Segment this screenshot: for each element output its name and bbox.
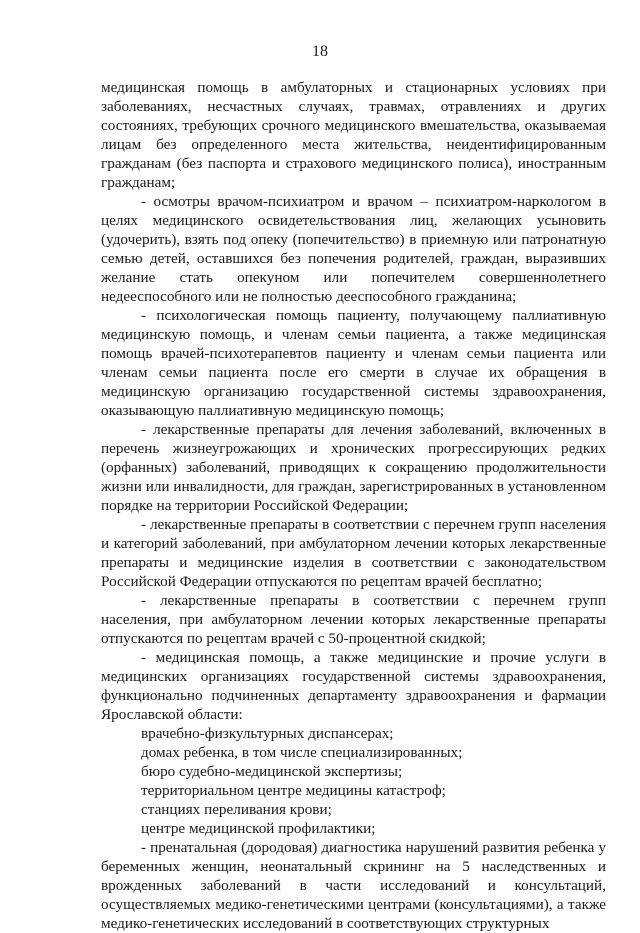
paragraph-orphan-drugs: - лекарственные препараты для лечения заболеваний, включенных в перечень жизнеугрожающих и хронических прогрессирующих редких (орфанных) заболеваний, приводящих к сокращению продолжительности жизни или инвалидности, для граждан, зарегистрированных в установленном порядке на территории Российской Федерации; xyxy=(101,421,606,514)
document-body xyxy=(101,78,606,933)
page-number: 18 xyxy=(312,43,328,60)
paragraph-psychological-help: - психологическая помощь пациенту, получающему паллиативную медицинскую помощь, и членам семьи пациента, а также медицинская помощь врачей-психотерапевтов пациенту и членам семьи пациента или членам семьи пациента после его смерти в случае их обращения в медицинскую организацию государственной системы здравоохранения, оказывающую паллиативную медицинскую помощь; xyxy=(101,307,606,419)
paragraph-emergency-care: медицинская помощь в амбулаторных и стационарных условиях при заболеваниях, несчастных случаях, травмах, отравлениях и других состояниях, требующих срочного медицинского вмешательства, оказываемая лицам без определенного места жительства, неидентифицированным гражданам (без паспорта и страхового медицинского полиса), иностранным гражданам; xyxy=(101,79,606,191)
paragraph-free-drugs: - лекарственные препараты в соответствии с перечнем групп населения и категорий заболеваний, при амбулаторном лечении которых лекарственные препараты и медицинские изделия в соответствии с законодательством Российской Федерации отпускаются по рецептам врачей бесплатно; xyxy=(101,516,606,590)
paragraph-prenatal-diagnostics: - пренатальная (дородовая) диагностика нарушений развития ребенка у беременных женщин, неонатальный скрининг на 5 наследственных и врожденных заболеваний в части исследований и консультаций, осуществляемых медико-генетическими центрами (консультациями), а также медико-генетических исследований в соответствующих структурных xyxy=(101,839,606,932)
paragraph-state-medical-services: - медицинская помощь, а также медицинские и прочие услуги в медицинских организациях государственной системы здравоохранения, функционально подчиненных департаменту здравоохранения и фармации Ярославской области: xyxy=(101,649,606,723)
list-item: станциях переливания крови; xyxy=(141,801,332,818)
list-item: домах ребенка, в том числе специализированных; xyxy=(141,744,463,761)
list-item: бюро судебно-медицинской экспертизы; xyxy=(141,763,403,780)
list-item: территориальном центре медицины катастроф; xyxy=(141,782,446,799)
paragraph-discount-drugs: - лекарственные препараты в соответствии с перечнем групп населения, при амбулаторном лечении которых лекарственные препараты отпускаются по рецептам врачей с 50-процентной скидкой; xyxy=(101,592,606,647)
paragraph-psychiatric-exams: - осмотры врачом-психиатром и врачом – психиатром-наркологом в целях медицинского освидетельствования лиц, желающих усыновить (удочерить), взять под опеку (попечительство) в приемную или патронатную семью детей, оставшихся без попечения родителей, граждан, выразивших желание стать опекуном или попечителем совершеннолетнего недееспособного или не полностью дееспособного гражданина; xyxy=(101,193,606,305)
list-item: врачебно-физкультурных диспансерах; xyxy=(141,725,394,742)
list-item: центре медицинской профилактики; xyxy=(141,820,376,837)
